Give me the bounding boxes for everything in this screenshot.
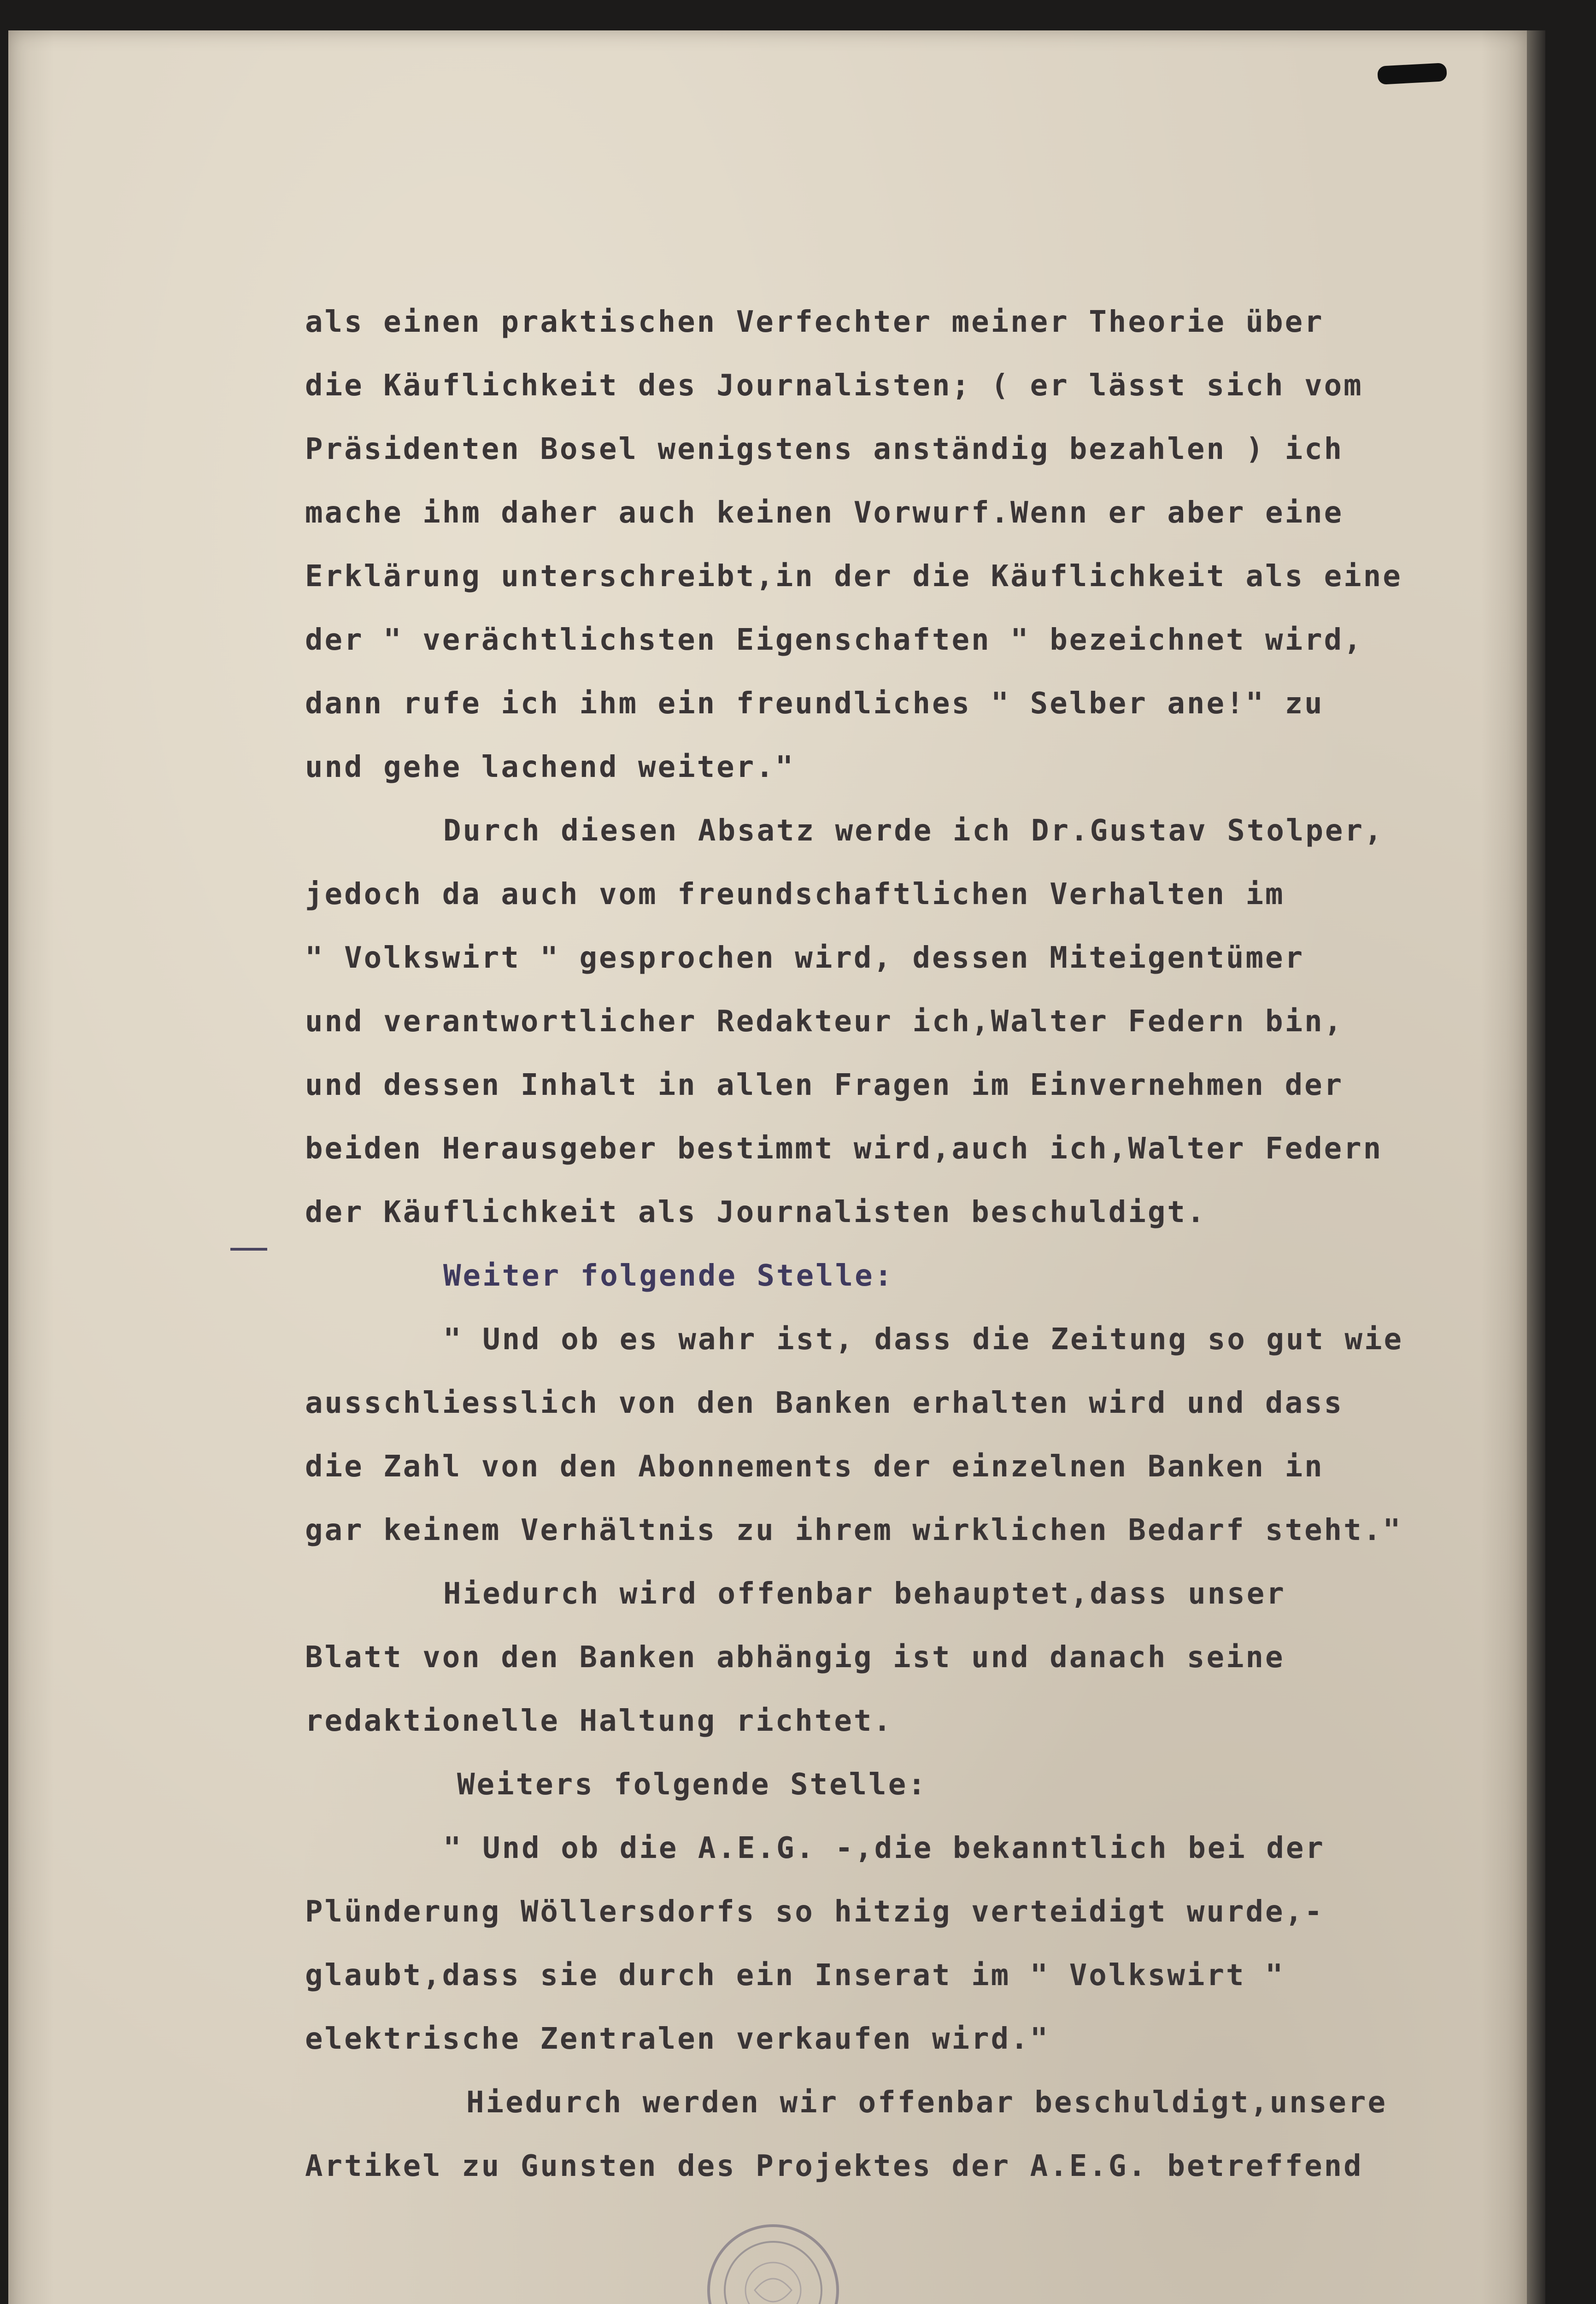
text-line-6: der " verächtlichsten Eigenschaften " bezeichnet wird, xyxy=(305,623,1363,657)
text-line-25: " Und ob die A.E.G. -,die bekanntlich bei der xyxy=(443,1831,1325,1865)
text-line-10: jedoch da auch vom freundschaftlichen Verhalten im xyxy=(305,877,1285,911)
text-line-28: elektrische Zentralen verkaufen wird." xyxy=(305,2022,1050,2056)
text-line-22: Blatt von den Banken abhängig ist und danach seine xyxy=(305,1640,1285,1675)
text-line-20: gar keinem Verhältnis zu ihrem wirklichen Bedarf steht." xyxy=(305,1513,1402,1547)
text-line-14: beiden Herausgeber bestimmt wird,auch ich,Walter Federn xyxy=(305,1132,1383,1166)
text-line-11: " Volkswirt " gesprochen wird, dessen Miteigentümer xyxy=(305,941,1305,975)
text-line-13: und dessen Inhalt in allen Fragen im Einvernehmen der xyxy=(305,1068,1344,1102)
text-line-29: Hiedurch werden wir offenbar beschuldigt,unsere xyxy=(466,2086,1387,2120)
text-line-18: ausschliesslich von den Banken erhalten wird und dass xyxy=(305,1386,1344,1420)
typewritten-text-block xyxy=(305,290,1485,2198)
text-line-19: die Zahl von den Abonnements der einzelnen Banken in xyxy=(305,1450,1324,1484)
text-line-12: und verantwortlicher Redakteur ich,Walter Federn bin, xyxy=(305,1005,1344,1039)
text-line-26: Plünderung Wöllersdorfs so hitzig verteidigt wurde,- xyxy=(305,1895,1324,1929)
text-line-1: als einen praktischen Verfechter meiner Theorie über xyxy=(305,305,1324,339)
text-line-21: Hiedurch wird offenbar behauptet,dass unser xyxy=(443,1577,1286,1611)
text-line-5: Erklärung unterschreibt,in der die Käuflichkeit als eine xyxy=(305,559,1402,594)
text-line-27: glaubt,dass sie durch ein Inserat im " Volkswirt " xyxy=(305,1958,1285,1992)
text-line-4: mache ihm daher auch keinen Vorwurf.Wenn er aber eine xyxy=(305,496,1344,530)
margin-dash-mark xyxy=(230,1248,267,1251)
ink-blot-mark xyxy=(1377,63,1447,85)
text-line-30: Artikel zu Gunsten des Projektes der A.E.G. betreffend xyxy=(305,2149,1363,2183)
text-line-15: der Käuflichkeit als Journalisten beschuldigt. xyxy=(305,1195,1207,1229)
page-edge-shadow xyxy=(1527,30,1545,2304)
text-line-3: Präsidenten Bosel wenigstens anständig bezahlen ) ich xyxy=(305,432,1344,466)
archive-seal-icon xyxy=(704,2221,842,2304)
text-line-7: dann rufe ich ihm ein freundliches " Selber ane!" zu xyxy=(305,687,1324,721)
text-line-24: Weiters folgende Stelle: xyxy=(457,1768,927,1802)
text-line-23: redaktionelle Haltung richtet. xyxy=(305,1704,893,1738)
text-line-8: und gehe lachend weiter." xyxy=(305,750,795,784)
text-line-17: " Und ob es wahr ist, dass die Zeitung so gut wie xyxy=(443,1322,1404,1357)
text-line-2: die Käuflichkeit des Journalisten; ( er lässt sich vom xyxy=(305,369,1363,403)
text-line-9: Durch diesen Absatz werde ich Dr.Gustav Stolper, xyxy=(443,814,1384,848)
text-line-16: Weiter folgende Stelle: xyxy=(443,1259,894,1293)
